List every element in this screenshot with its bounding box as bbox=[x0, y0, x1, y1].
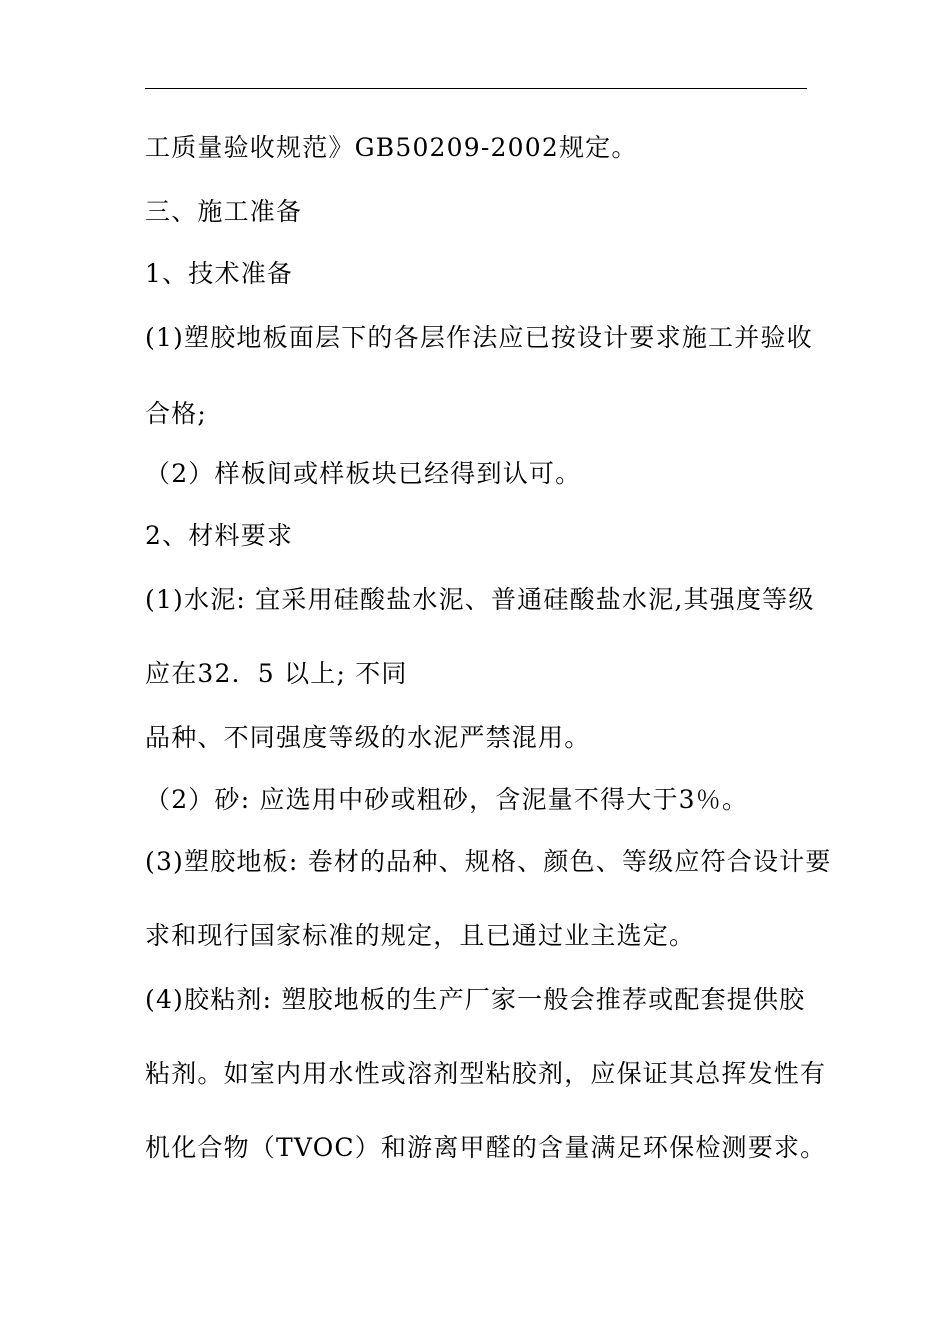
subsection-heading-1: 1、技术准备 bbox=[145, 259, 294, 288]
text-line-5: 合格; bbox=[145, 399, 208, 428]
text-line-13: 求和现行国家标准的规定，且已通过业主选定。 bbox=[145, 921, 696, 950]
text-line-6: （2）样板间或样板块已经得到认可。 bbox=[145, 459, 582, 488]
header-rule bbox=[145, 88, 807, 89]
text-line-4: (1)塑胶地板面层下的各层作法应已按设计要求施工并验收 bbox=[145, 323, 813, 352]
text-line-15: 粘剂。如室内用水性或溶剂型粘胶剂，应保证其总挥发性有 bbox=[145, 1059, 827, 1088]
text-line-16: 机化合物（TVOC）和游离甲醛的含量满足环保检测要求。 bbox=[145, 1133, 827, 1162]
text-line-10: 品种、不同强度等级的水泥严禁混用。 bbox=[145, 723, 591, 752]
text-line-1: 工质量验收规范》GB50209-2002规定。 bbox=[145, 133, 638, 162]
section-heading-3: 三、施工准备 bbox=[145, 197, 303, 226]
text-line-12: (3)塑胶地板: 卷材的品种、规格、颜色、等级应符合设计要 bbox=[145, 847, 832, 876]
text-line-8: (1)水泥: 宜采用硅酸盐水泥、普通硅酸盐水泥,其强度等级 bbox=[145, 585, 815, 614]
subsection-heading-2: 2、材料要求 bbox=[145, 521, 294, 550]
text-line-9: 应在32．5 以上; 不同 bbox=[145, 659, 408, 688]
text-line-14: (4)胶粘剂: 塑胶地板的生产厂家一般会推荐或配套提供胶 bbox=[145, 985, 806, 1014]
text-line-11: （2）砂: 应选用中砂或粗砂，含泥量不得大于3％。 bbox=[145, 785, 749, 814]
